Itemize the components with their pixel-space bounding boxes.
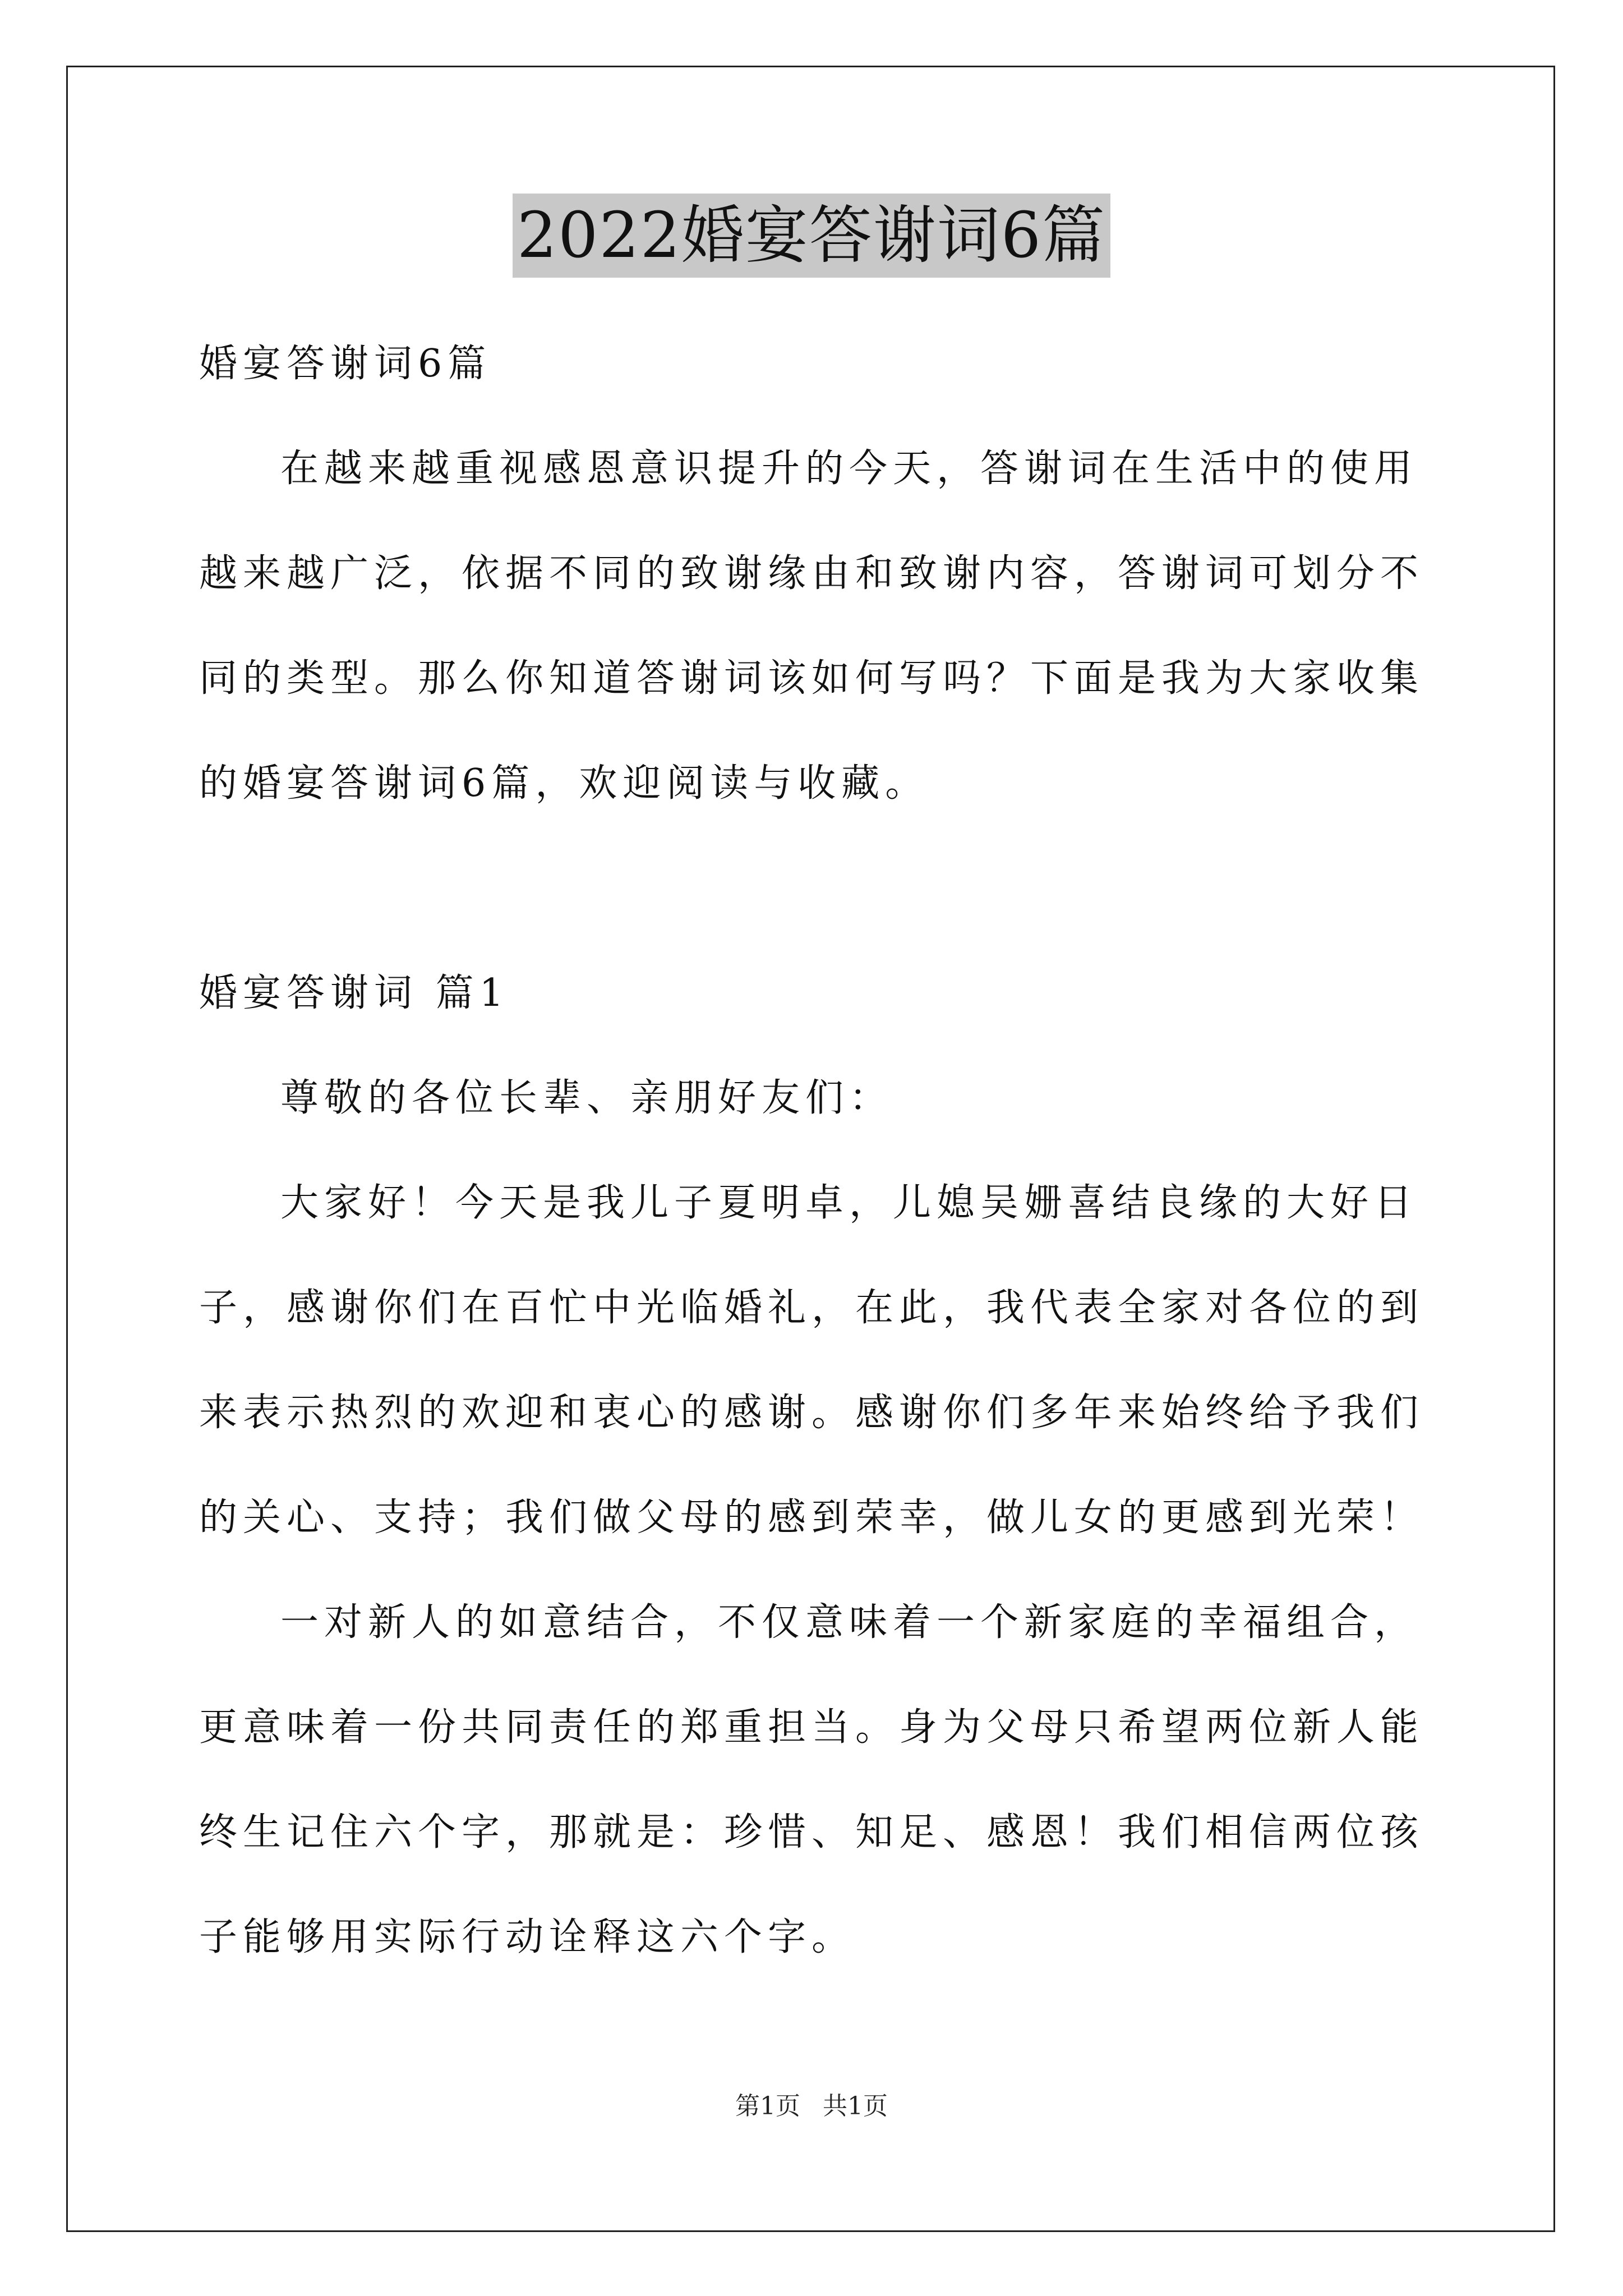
- page-number: 第1页: [735, 2092, 800, 2120]
- title-container: [0, 194, 1623, 278]
- intro-paragraph: 在越来越重视感恩意识提升的今天，答谢词在生活中的使用越来越广泛，依据不同的致谢缘由和致谢内容，答谢词可划分不同的类型。那么你知道答谢词该如何写吗？下面是我为大家收集的婚宴答谢词6篇，欢迎阅读与收藏。: [199, 447, 1424, 806]
- subtitle-line: 婚宴答谢词6篇: [199, 342, 492, 386]
- salutation-paragraph: 尊敬的各位长辈、亲朋好友们：: [280, 1076, 893, 1120]
- body-paragraph: 一对新人的如意结合，不仅意味着一个新家庭的幸福组合，更意味着一份共同责任的郑重担当。身为父母只希望两位新人能终生记住六个字，那就是：珍惜、知足、感恩！我们相信两位孩子能够用实际行动诠释这六个字。: [199, 1600, 1424, 1959]
- page-total: 共1页: [823, 2092, 888, 2120]
- body-paragraph: 大家好！今天是我儿子夏明卓，儿媳吴姗喜结良缘的大好日子，感谢你们在百忙中光临婚礼，在此，我代表全家对各位的到来表示热烈的欢迎和衷心的感谢。感谢你们多年来始终给予我们的关心、支持；我们做父母的感到荣幸，做儿女的更感到光荣！: [199, 1181, 1424, 1540]
- document-body: [199, 311, 1450, 1990]
- page-footer: [0, 2090, 1623, 2123]
- section-spacer: [199, 836, 1450, 941]
- section-heading: 婚宴答谢词 篇1: [199, 971, 509, 1015]
- document-title: 2022婚宴答谢词6篇: [513, 194, 1110, 278]
